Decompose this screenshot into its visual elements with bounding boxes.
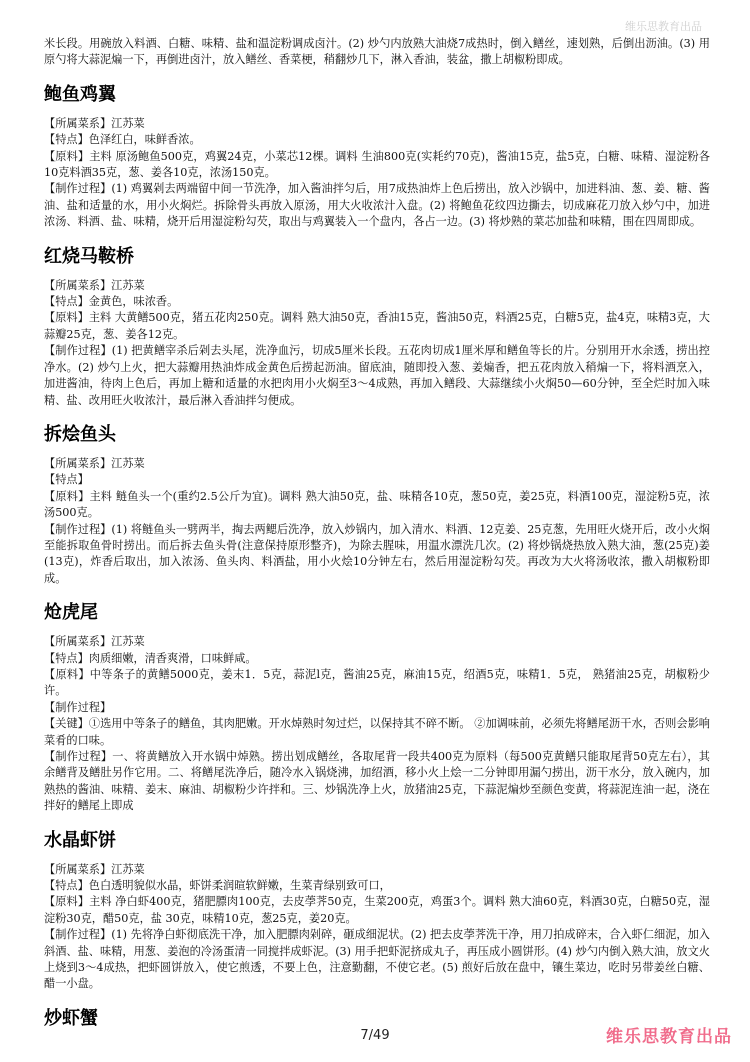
recipe-field: [44, 716, 710, 749]
field-text: 肉质细嫩，清香爽滑，口味鲜咸。: [88, 651, 257, 665]
field-label: 【原料】: [44, 149, 90, 163]
document-content: [44, 36, 710, 1040]
field-label: 【原料】: [44, 895, 90, 909]
field-label: 【特点】: [44, 295, 89, 309]
recipe-field: [44, 667, 710, 700]
field-text: 色白透明貌似水晶，虾饼柔润暄软鲜嫩，生菜青绿别致可口，: [88, 879, 391, 893]
field-text: 江苏菜: [111, 116, 145, 130]
recipe-field: [44, 700, 710, 716]
field-text: (1) 先将净白虾彻底洗干净，加入肥膘肉剁碎，砸成细泥状。(2) 把去皮荸荠洗干净，用刀拍成碎末，合入虾仁细泥，加入斜酒、盐、味精，用葱、姜泡的冷汤蛋清一同搅拌成虾泥。(3) 用手把虾泥挤成丸子，再压成小圆饼形。(4) 炒勺内倒入熟大油，放文火上烧到3～4成热，把虾圆饼放入，使它煎透，不要上色，注意勤翻，不使它老。(5) 煎好后放在盘中，镶生菜边，吃时另带姜丝白糖、醋一小盘。: [44, 928, 710, 991]
recipe-field: [44, 894, 710, 927]
recipe-section: [44, 423, 710, 587]
recipe-title: 鲍鱼鸡翼: [44, 83, 116, 105]
field-label: 【特点】: [44, 879, 89, 893]
recipe-list: [44, 83, 710, 1031]
field-label: 【原料】: [44, 667, 90, 681]
footer-watermark: 维乐思教育出品: [606, 1027, 732, 1047]
field-label: 【所属菜系】: [44, 278, 112, 292]
field-text: 主料 原汤鲍鱼500克，鸡翼24克，小菜芯12棵。调料 生油800克(实耗约70克)，酱油15克，盐5克，白糖、味精、湿淀粉各10克料酒35克，葱、姜各10克，浓汤150克。: [44, 149, 710, 180]
recipe-field: [44, 149, 710, 182]
recipe-field: [44, 862, 710, 878]
field-text: 江苏菜: [111, 456, 145, 470]
field-text: (1) 把黄鳝宰杀后剁去头尾，洗净血污，切成5厘米长段。五花肉切成1厘米厚和鳝鱼等长的片。分别用开水余透，捞出控净水。(2) 炒勺上火，把大蒜瓣用热油炸成金黄色后捞起沥油。留底油，随即投入葱、姜煸香，把五花肉放入稍煸一下，将料酒烹入，加进酱油，待肉上色后，再加上糖和适量的水把肉用小火焖至3～4成熟，再加入鳝段、大蒜继续小火焖50—60分钟，至全烂时加入味精、盐、改用旺火收浓汁，最后淋入香油拌匀便成。: [44, 344, 710, 407]
field-text: 江苏菜: [111, 862, 145, 876]
field-label: 【特点】: [44, 473, 89, 487]
recipe-field: [44, 132, 710, 148]
field-label: 【特点】: [44, 651, 89, 665]
recipe-section: [44, 829, 710, 993]
field-label: 【关键】: [44, 717, 89, 731]
recipe-field: [44, 343, 710, 409]
recipe-field: [44, 472, 710, 488]
field-label: 【制作过程】: [44, 700, 112, 714]
field-text: ①选用中等条子的鳝鱼，其肉肥嫩。开水焯熟时匆过烂，以保持其不碎不断。 ②加调味前，必须先将鳝尾沥干水，否则会影响菜肴的口味。: [44, 717, 710, 747]
field-text: 江苏菜: [111, 635, 145, 649]
field-text: 主料 净白虾400克，猪肥膘肉100克，去皮荸荠50克，生菜200克，鸡蛋3个。调料 熟大油60克，料酒30克，白糖50克，湿淀粉30克，醋50克，盐 30克，味精10克，葱25克，姜20克。: [44, 895, 710, 925]
recipe-field: [44, 749, 710, 815]
field-text: 色泽红白，味鲜香浓。: [88, 133, 201, 147]
recipe-field: [44, 294, 710, 310]
field-label: 【特点】: [44, 133, 89, 147]
field-text: 江苏菜: [111, 278, 145, 292]
field-label: 【所属菜系】: [44, 116, 112, 130]
recipe-field: [44, 927, 710, 993]
field-text: 中等条子的黄鳝5000克，姜末1．5克，蒜泥l克，酱油25克，麻油15克，绍酒5克，味精1．5克， 熟猪油25克，胡椒粉少许。: [44, 667, 710, 698]
field-label: 【原料】: [44, 311, 89, 325]
field-label: 【所属菜系】: [44, 456, 112, 470]
field-text: 主料 大黄鳝500克，猪五花肉250克。调料 熟大油50克，香油15克，酱油50克，料酒25克，白糖5克，盐4克，味精3克，大蒜瓣25克，葱、姜各12克。: [44, 311, 710, 341]
recipe-field: [44, 489, 710, 522]
field-text: (1) 鸡翼剁去两端留中间一节洗净，加入酱油拌匀后，用7成热油炸上色后捞出，放入沙锅中，加进料油、葱、姜、糖、酱油、盐和适量的水，用小火焖烂。拆除骨头再放入原汤，用大火收浓汁入盘。(2) 将鲍鱼花纹四边撕去，切成麻花刀放入炒勺中，加进浓汤、料酒、盐、味精，烧开后用湿淀粉勾芡，取出与鸡翼装入一个盘内，各占一边。(3) 将炒熟的菜芯加盐和味精，围在四周即成。: [44, 182, 710, 229]
field-label: 【原料】: [44, 489, 90, 503]
field-text: 主料 鲢鱼头一个(重约2.5公斤为宜)。调料 熟大油50克，盐、味精各10克，葱50克，姜25克，料酒100克，湿淀粉5克，浓汤500克。: [44, 489, 710, 520]
recipe-section: [44, 83, 710, 231]
field-label: 【制作过程】: [44, 928, 112, 942]
header-watermark: 维乐思教育出品: [625, 20, 702, 33]
recipe-field: [44, 522, 710, 588]
recipe-section: [44, 245, 710, 409]
recipe-field: [44, 456, 710, 472]
recipe-title: 炝虎尾: [44, 602, 98, 624]
recipe-field: [44, 278, 710, 294]
recipe-field: [44, 116, 710, 132]
recipe-section: [44, 601, 710, 814]
field-label: 【制作过程】: [44, 182, 112, 196]
field-label: 【制作过程】: [44, 522, 112, 536]
field-text: 一、将黄鳝放入开水锅中焯熟。捞出划成鳝丝，各取尾背一段共400克为原料（每500克黄鳝只能取尾背50克左右），其余鳝背及鳝肚另作它用。二、将鳝尾洗净后，随冷水入锅烧沸，加绍酒，移小火上烩一二分钟即用漏勺捞出，沥干水分，放入碗内，加熟热的酱油、味精、姜末、麻油、胡椒粉少许拌和。三、炒锅洗净上火，放猪油25克，下蒜泥煸炒至颜色变黄，将蒜泥连油一起，浇在拌好的鳝尾上即成: [44, 750, 710, 813]
intro-paragraph: 米长段。用碗放入料酒、白糖、味精、盐和温淀粉调成卤汁。(2) 炒勺内放熟大油烧7成热时，倒入鳝丝，速划熟，后倒出沥油。(3) 用原勺将大蒜泥煸一下，再倒进卤汁，放入鳝丝、香菜梗，稍翻炒几下，淋入香油，装盆，撒上胡椒粉即成。: [44, 37, 710, 67]
field-label: 【制作过程】: [44, 344, 112, 358]
recipe-title: 拆烩鱼头: [44, 423, 116, 445]
field-label: 【制作过程】: [44, 750, 113, 763]
recipe-title: 炒虾蟹: [44, 1007, 98, 1029]
recipe-title: 水晶虾饼: [44, 829, 116, 851]
recipe-field: [44, 181, 710, 230]
recipe-field: [44, 634, 710, 650]
recipe-title: 红烧马鞍桥: [44, 245, 134, 267]
recipe-field: [44, 651, 710, 667]
field-label: 【所属菜系】: [44, 635, 112, 649]
recipe-field: [44, 310, 710, 343]
recipe-field: [44, 878, 710, 894]
page-number: 7/49: [360, 1028, 390, 1043]
field-label: 【所属菜系】: [44, 862, 112, 876]
field-text: 金黄色，味浓香。: [88, 295, 179, 309]
field-text: (1) 将鲢鱼头一劈两半，掏去两鳃后洗净，放入炒锅内，加入清水、料酒、12克姜、25克葱，先用旺火烧开后，改小火焖至能拆取鱼骨时捞出。而后拆去鱼头骨(注意保持原形整齐)，为除去腥味，用温水漂洗几次。(2) 将炒锅烧热放入熟大油，葱(25克)姜(13克)，炸香后取出，加入浓汤、鱼头肉、料酒盐，用小火烩10分钟左右，然后用湿淀粉勾芡。再改为大火将汤收浓，撒入胡椒粉即成。: [44, 522, 710, 585]
